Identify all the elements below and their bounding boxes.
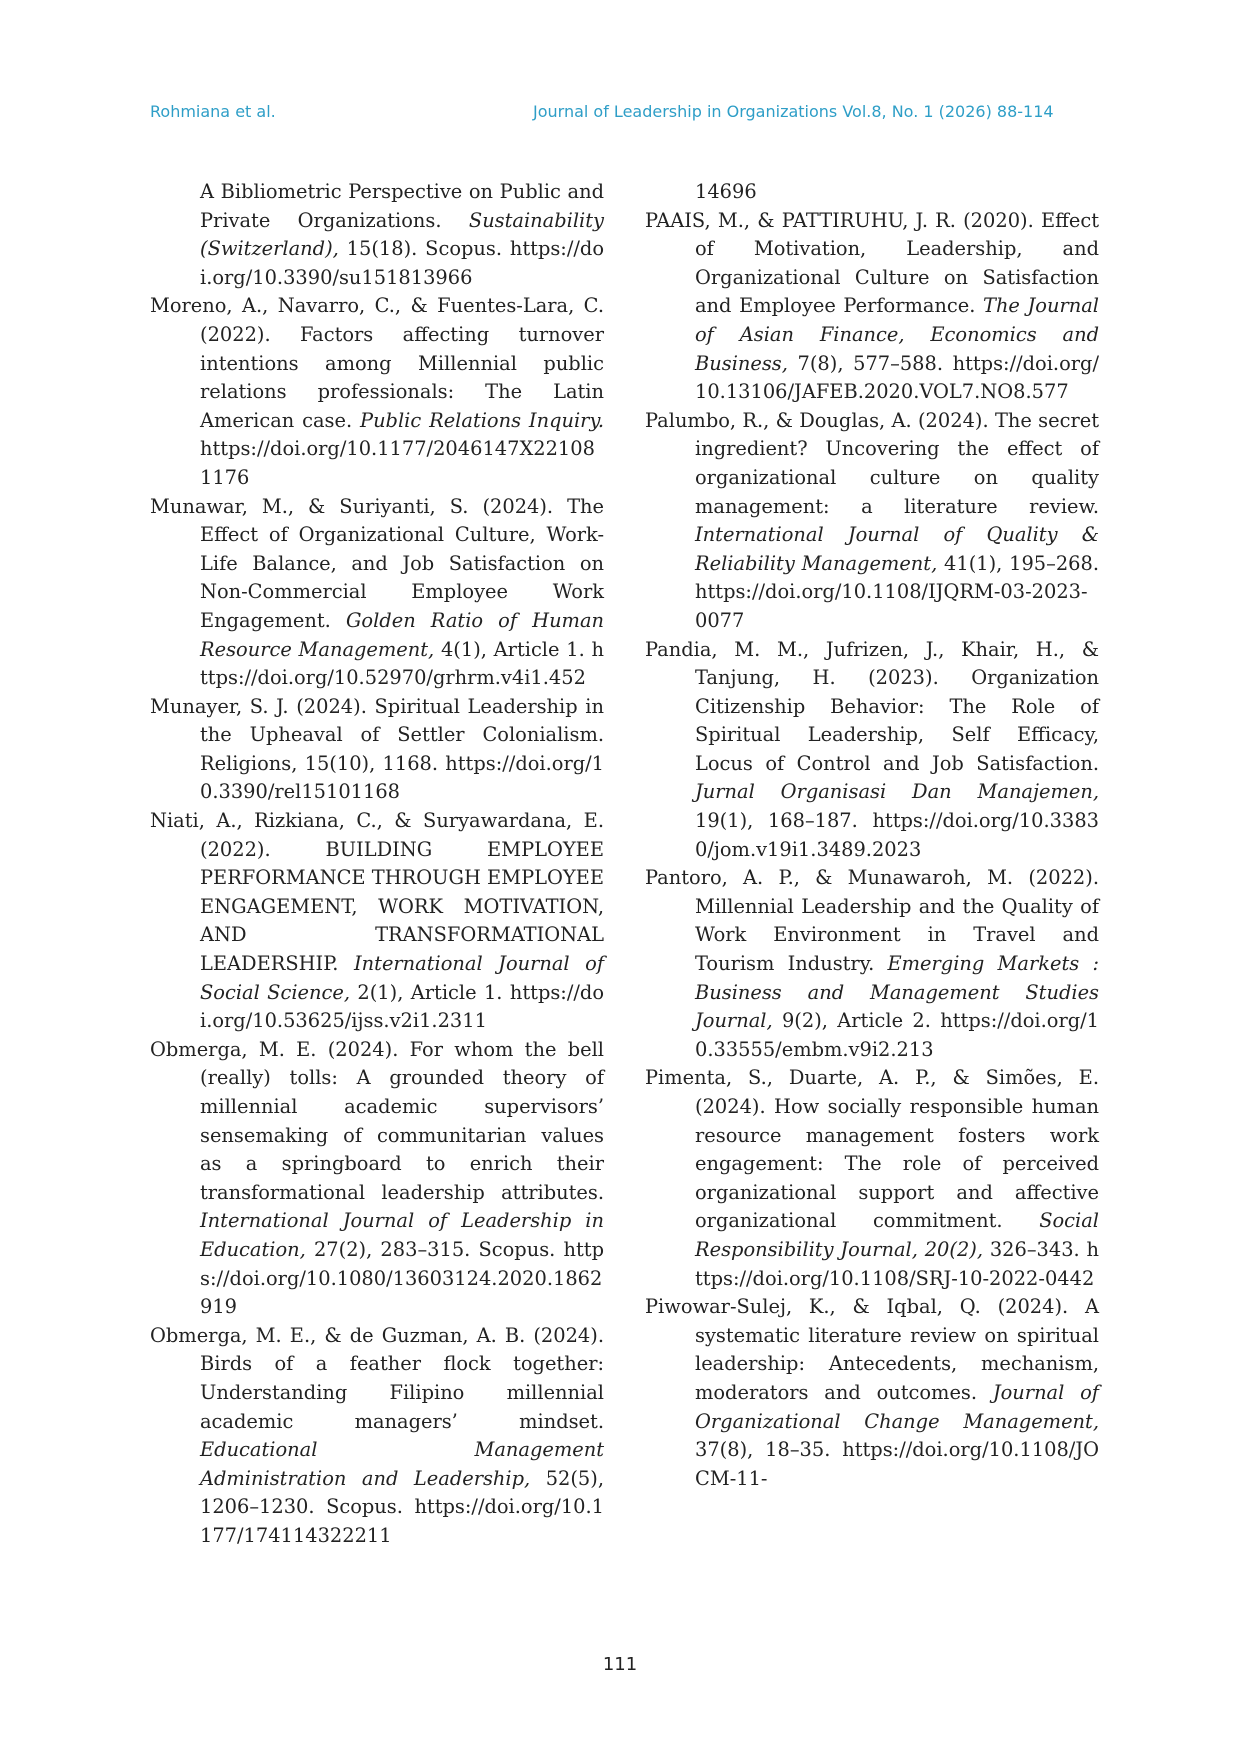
reference-doi: https://doi.org/10.1108/SRJ-10-2022-0442 [695,1237,1099,1290]
reference-entry: Moreno, A., Navarro, C., & Fuentes-Lara, C. (2022). Factors affecting turnover intentions among Millennial public relations professionals: The Latin American case. Public Relations Inquiry. https://doi.org/10.1177/2046147X221081176 [150,294,604,489]
reference-doi: https://doi.org/10.52970/grhrm.v4i1.452 [200,637,604,690]
reference-entry: Pantoro, A. P., & Munawaroh, M. (2022). Millennial Leadership and the Quality of Work Environment in Travel and Tourism Industry. Emerging Markets : Business and Management Studies Journal, 9(2), Article 2. https://doi.org/10.33555/embm.v9i2.213 [645,866,1099,1061]
reference-continuation: 14696 [695,180,757,203]
references-left-column [150,178,604,1551]
reference-entry: Pandia, M. M., Jufrizen, J., Khair, H., & Tanjung, H. (2023). Organization Citizenship Behavior: The Role of Spiritual Leadership, Self Efficacy, Locus of Control and Job Satisfaction. Jurnal Organisasi Dan Manajemen, 19(1), 168–187. https://doi.org/10.33830/jom.v19i1.3489.2023 [645,637,1099,861]
header-journal: Journal of Leadership in Organizations Vol.8, No. 1 (2026) 88-114 [533,102,1054,121]
reference-source: International Journal of Quality & Reliability Management, [695,523,1099,575]
reference-doi: https://doi.org/10.1177/2046147X221081176 [200,437,595,489]
reference-entry: Piwowar-Sulej, K., & Iqbal, Q. (2024). A systematic literature review on spiritual leadership: Antecedents, mechanism, moderators and outcomes. Journal of Organizational Change Management, 37(8), 18–35. https://doi.org/10.1108/JOCM-11- [645,1295,1099,1490]
reference-doi: https://doi.org/10.1108/JOCM-11- [695,1438,1099,1490]
reference-entry: Niati, A., Rizkiana, C., & Suryawardana, E. (2022). BUILDING EMPLOYEE PERFORMANCE THROUGH EMPLOYEE ENGAGEMENT, WORK MOTIVATION, AND TRANSFORMATIONAL LEADERSHIP. International Journal of Social Science, 2(1), Article 1. https://doi.org/10.53625/ijss.v2i1.2311 [150,809,604,1033]
reference-doi: https://doi.org/10.1080/13603124.2020.1862919 [200,1237,604,1319]
reference-doi: https://doi.org/10.33830/jom.v19i1.3489.2023 [695,809,1099,861]
reference-source: Journal of Organizational Change Management, [695,1380,1099,1433]
page-number: 111 [602,1654,638,1675]
reference-entry: Pimenta, S., Duarte, A. P., & Simões, E. (2024). How socially responsible human resource management fosters work engagement: The role of perceived organizational support and affective organizational commitment. Social Responsibility Journal, 20(2), 326–343. https://doi.org/10.1108/SRJ-10-2022-0442 [645,1066,1099,1290]
reference-source: The Journal of Asian Finance, Economics and Business, [695,294,1099,375]
reference-entry: Palumbo, R., & Douglas, A. (2024). The secret ingredient? Uncovering the effect of organizational culture on quality management: a literature review. International Journal of Quality & Reliability Management, 41(1), 195–268. https://doi.org/10.1108/IJQRM-03-2023-0077 [645,408,1099,632]
header-authors: Rohmiana et al. [150,102,276,121]
reference-entry: PAAIS, M., & PATTIRUHU, J. R. (2020). Effect of Motivation, Leadership, and Organizational Culture on Satisfaction and Employee Performance. The Journal of Asian Finance, Economics and Business, 7(8), 577–588. https://doi.org/10.13106/JAFEB.2020.VOL7.NO8.577 [645,208,1099,404]
reference-entry: Munayer, S. J. (2024). Spiritual Leadership in the Upheaval of Settler Colonialism. Religions, 15(10), 1168. https://doi.org/10.3390/rel15101168 [150,694,604,804]
reference-source: Social Responsibility Journal, 20(2), [695,1209,1099,1261]
reference-source: Jurnal Organisasi Dan Manajemen, [695,780,1099,804]
reference-source: International Journal of Leadership in Education, [200,1209,604,1261]
reference-doi: https://doi.org/10.3390/su151813966 [200,237,604,289]
reference-source: Golden Ratio of Human Resource Management, [200,608,604,661]
reference-source: Public Relations Inquiry. [360,408,604,432]
reference-source: Educational Management Administration and Leadership, [200,1438,604,1490]
reference-doi: https://doi.org/10.33555/embm.v9i2.213 [695,1009,1099,1061]
reference-continuation: A Bibliometric Perspective on Public and Private Organizations. Sustainability (Switzerland), 15(18). Scopus. https://doi.org/10.3390/su151813966 [200,180,604,289]
reference-entry: Obmerga, M. E. (2024). For whom the bell (really) tolls: A grounded theory of millennial academic supervisors’ sensemaking of communitarian values as a springboard to enrich their transformational leadership attributes. International Journal of Leadership in Education, 27(2), 283–315. Scopus. https://doi.org/10.1080/13603124.2020.1862919 [150,1037,604,1319]
reference-doi: https://doi.org/10.53625/ijss.v2i1.2311 [200,980,604,1033]
reference-doi: https://doi.org/10.3390/rel15101168 [200,751,604,804]
reference-source: International Journal of Social Science, [200,952,604,1004]
reference-source: Emerging Markets : Business and Management Studies Journal, [695,952,1099,1033]
references-right-column [645,178,1099,1493]
reference-doi: https://doi.org/10.1108/IJQRM-03-2023-0077 [695,580,1088,632]
reference-source: Sustainability (Switzerland), [200,208,604,261]
reference-doi: https://doi.org/10.1177/174114322211 [200,1495,604,1547]
reference-entry: Obmerga, M. E., & de Guzman, A. B. (2024). Birds of a feather flock together: Understanding Filipino millennial academic managers’ mindset. Educational Management Administration and Leadership, 52(5), 1206–1230. Scopus. https://doi.org/10.1177/174114322211 [150,1323,604,1547]
reference-doi: https://doi.org/10.13106/JAFEB.2020.VOL7.NO8.577 [695,351,1099,404]
reference-entry: Munawar, M., & Suriyanti, S. (2024). The Effect of Organizational Culture, Work-Life Balance, and Job Satisfaction on Non-Commercial Employee Work Engagement. Golden Ratio of Human Resource Management, 4(1), Article 1. https://doi.org/10.52970/grhrm.v4i1.452 [150,494,604,690]
